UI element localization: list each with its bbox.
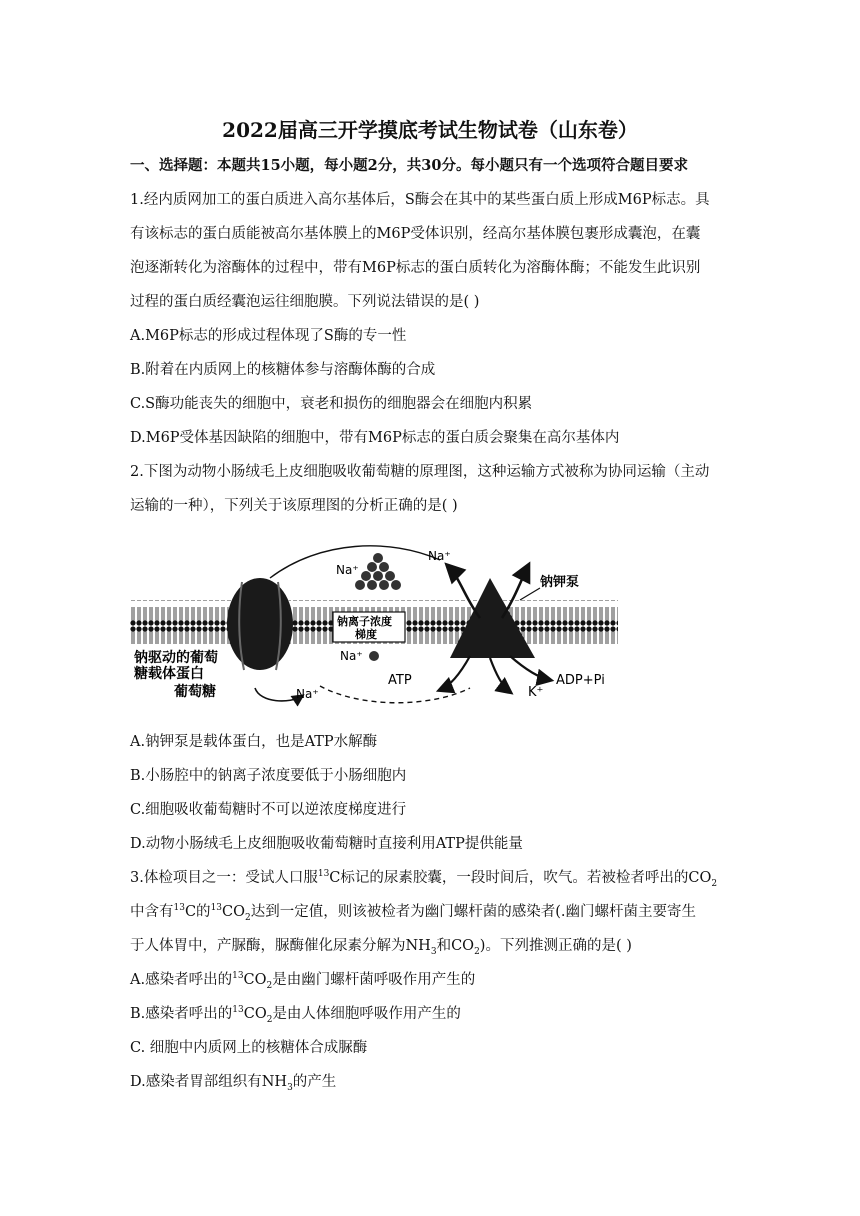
na-ion-cluster — [355, 553, 401, 590]
gradient-label-2: 梯度 — [355, 628, 377, 641]
q3-stem-line-1: 3.体检项目之一：受试人口服$^{13}$C标记的尿素胶囊，一段时间后，吹气。若被检者呼出的$CO_2$ — [130, 869, 718, 889]
q2-stem-line-2: 运输的一种），下列关于该原理图的分析正确的是( ) — [130, 498, 458, 514]
q1-option-c: C.S酶功能丧失的细胞中，衰老和损伤的细胞器会在细胞内积累 — [130, 396, 533, 412]
q3-option-d: D.感染者胃部组织有$NH_3$的产生 — [130, 1074, 337, 1093]
q3-option-b: B.感染者呼出的$^{13}CO_2$是由人体细胞呼吸作用产生的 — [130, 1005, 461, 1025]
glucose-carrier-protein — [227, 578, 293, 670]
q1-stem-line-1: 1.经内质网加工的蛋白质进入高尔基体后，S酶会在其中的某些蛋白质上形成M6P标志。具 — [130, 192, 710, 208]
q1-option-b: B.附着在内质网上的核糖体参与溶酶体酶的合成 — [130, 362, 436, 378]
q3-option-c: C. 细胞中内质网上的核糖体合成脲酶 — [130, 1040, 368, 1056]
page-title: 2022届高三开学摸底考试生物试卷（山东卷） — [222, 118, 638, 142]
pump-label: 钠钾泵 — [540, 575, 580, 590]
q2-option-c: C.细胞吸收葡萄糖时不可以逆浓度梯度进行 — [130, 802, 407, 818]
adp-label: ADP+Pi — [556, 673, 605, 688]
q3-option-a: A.感染者呼出的$^{13}CO_2$是由幽门螺杆菌呼吸作用产生的 — [130, 971, 476, 991]
q1-option-d: D.M6P受体基因缺陷的细胞中，带有M6P标志的蛋白质会聚集在高尔基体内 — [130, 430, 620, 446]
q1-stem-line-3: 泡逐渐转化为溶酶体的过程中，带有M6P标志的蛋白质转化为溶酶体酶；不能发生此识别 — [130, 260, 701, 276]
q1-option-a: A.M6P标志的形成过程体现了S酶的专一性 — [130, 328, 407, 344]
k-label: K⁺ — [528, 685, 544, 700]
q1-stem-line-4: 过程的蛋白质经囊泡运往细胞膜。下列说法错误的是( ) — [130, 294, 480, 310]
section-heading: 一、选择题：本题共15小题，每小题2分，共30分。每小题只有一个选项符合题目要求 — [130, 157, 688, 174]
q2-option-b: B.小肠腔中的钠离子浓度要低于小肠细胞内 — [130, 768, 407, 784]
q1-stem-line-2: 有该标志的蛋白质能被高尔基体膜上的M6P受体识别，经高尔基体膜包裹形成囊泡，在囊 — [130, 226, 701, 242]
q2-option-d: D.动物小肠绒毛上皮细胞吸收葡萄糖时直接利用ATP提供能量 — [130, 836, 523, 852]
na-dashed-return — [320, 686, 470, 703]
cotransport-diagram — [130, 538, 620, 710]
q3-stem-line-2: 中含有$^{13}$C的$^{13}CO_2$达到一定值，则该被检者为幽门螺杆菌的感染者(.幽门螺杆菌主要寄生 — [130, 903, 696, 923]
q2-stem-line-1: 2.下图为动物小肠绒毛上皮细胞吸收葡萄糖的原理图，这种运输方式被称为协同运输（主动 — [130, 464, 710, 480]
na-inside-label: Na⁺ — [340, 649, 363, 663]
gradient-label-1: 钠离子浓度 — [337, 615, 392, 628]
q3-stem-line-3: 于人体胃中，产脲酶，脲酶催化尿素分解为$NH_3$和$CO_2$)。下列推测正确的是( ) — [130, 938, 632, 957]
na-cluster-label: Na⁺ — [336, 563, 359, 577]
atp-label: ATP — [388, 673, 412, 688]
na-bottom-label: Na⁺ — [296, 687, 319, 701]
q2-option-a: A.钠钾泵是载体蛋白，也是ATP水解酶 — [130, 734, 378, 750]
na-top-label: Na⁺ — [428, 549, 451, 563]
carrier-label-1: 钠驱动的葡萄 — [134, 650, 218, 666]
carrier-label-2: 糖载体蛋白 — [134, 666, 204, 682]
glucose-label: 葡萄糖 — [174, 684, 216, 700]
